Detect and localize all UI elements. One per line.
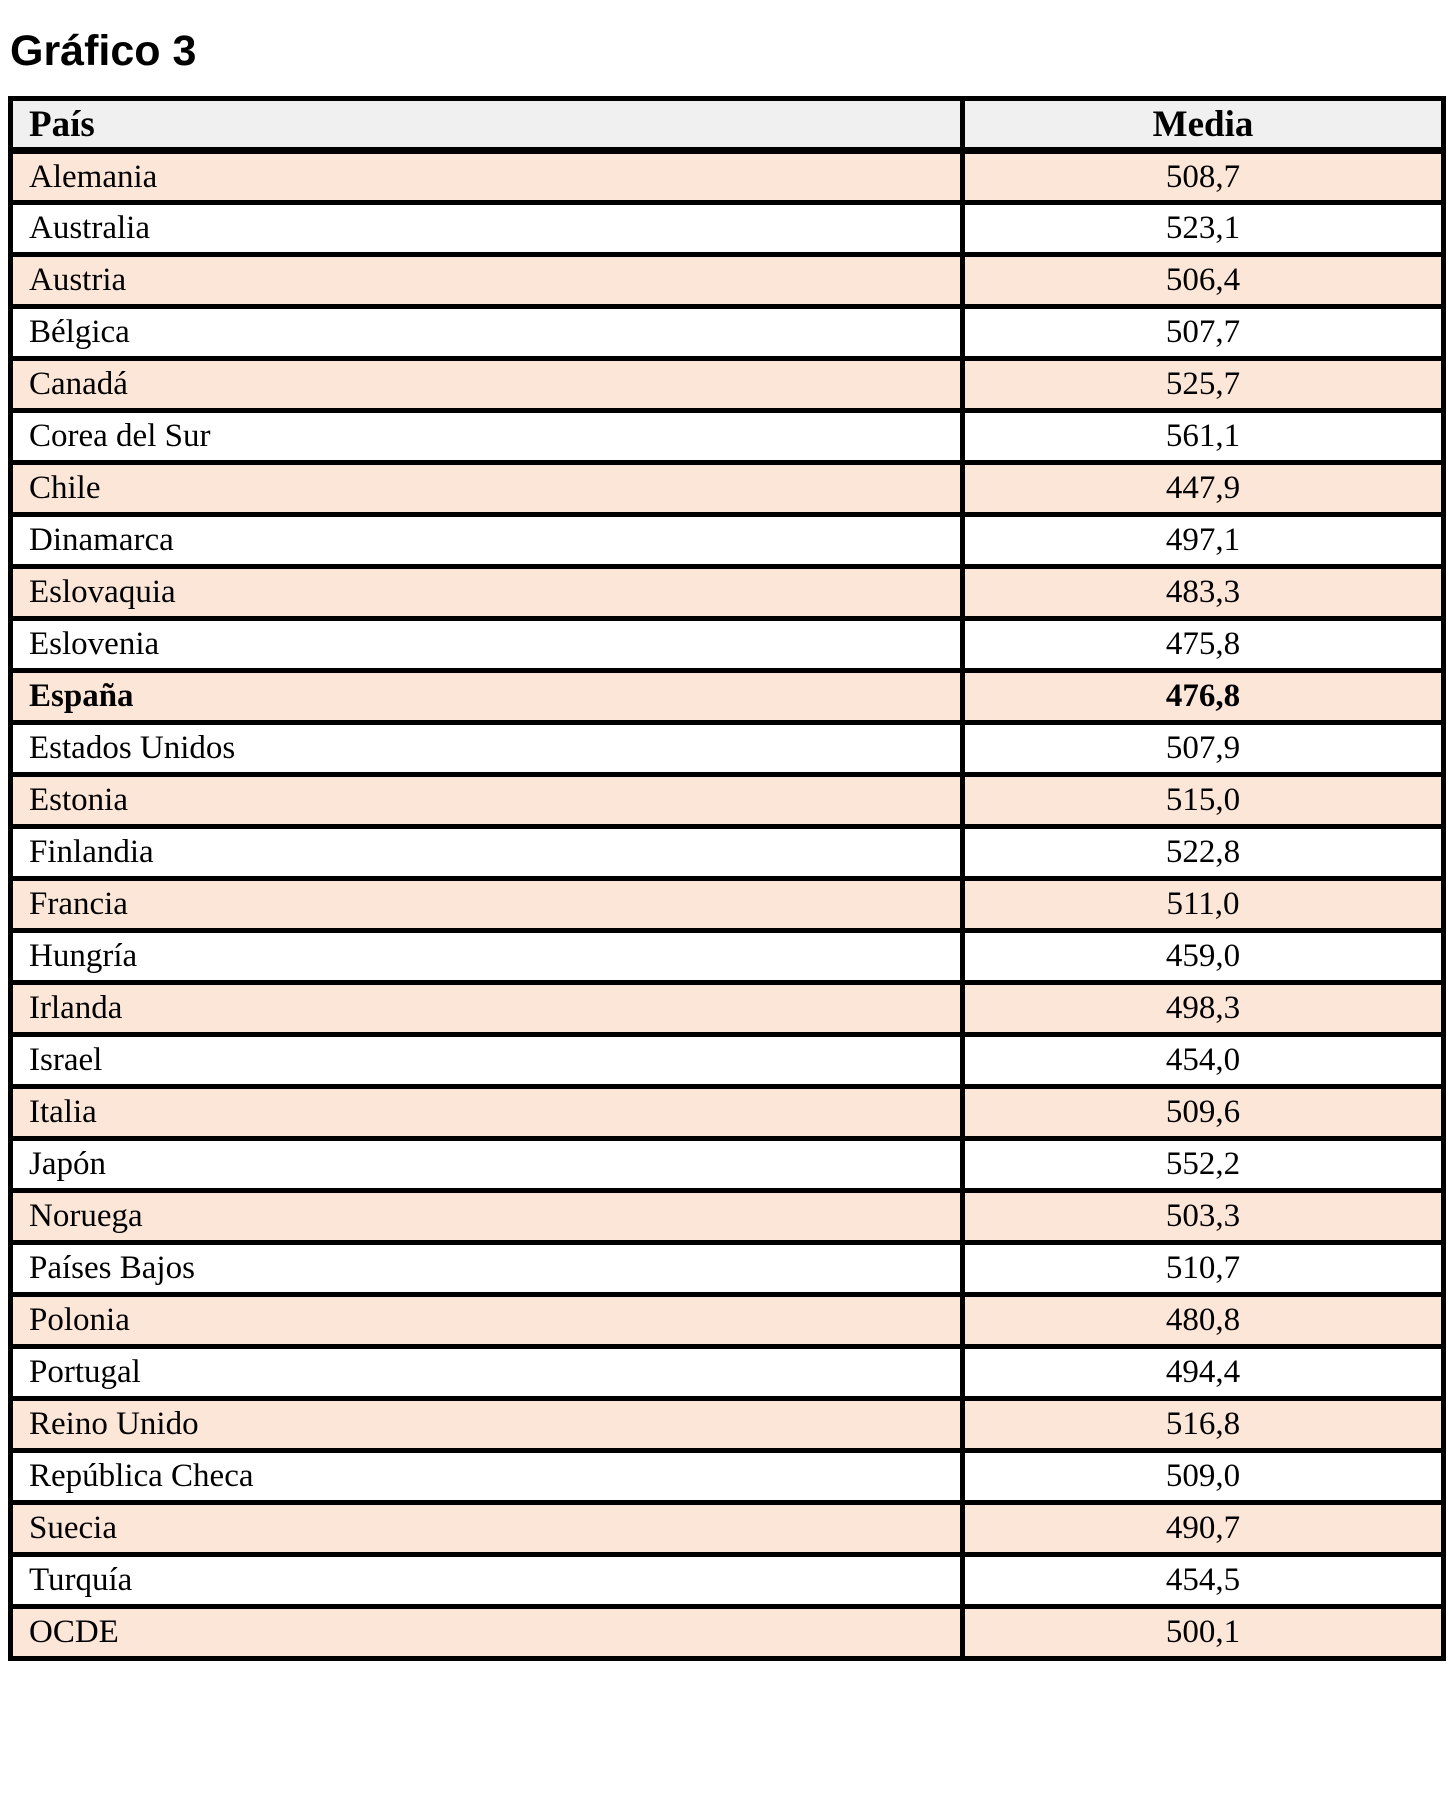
table-row bbox=[11, 1503, 1444, 1555]
country-cell: Estonia bbox=[11, 775, 963, 827]
country-cell: Bélgica bbox=[11, 307, 963, 359]
table-row bbox=[11, 463, 1444, 515]
table-row bbox=[11, 671, 1444, 723]
table-header bbox=[11, 99, 1444, 151]
media-value-cell: 475,8 bbox=[963, 619, 1444, 671]
header-row bbox=[11, 99, 1444, 151]
table-body bbox=[11, 151, 1444, 1659]
media-value-cell: 494,4 bbox=[963, 1347, 1444, 1399]
media-value-cell: 507,7 bbox=[963, 307, 1444, 359]
media-value-cell: 525,7 bbox=[963, 359, 1444, 411]
table-row bbox=[11, 1399, 1444, 1451]
table-row bbox=[11, 359, 1444, 411]
media-value-cell: 447,9 bbox=[963, 463, 1444, 515]
media-value-cell: 454,5 bbox=[963, 1555, 1444, 1607]
country-cell: Italia bbox=[11, 1087, 963, 1139]
media-value-cell: 561,1 bbox=[963, 411, 1444, 463]
country-cell: Estados Unidos bbox=[11, 723, 963, 775]
media-value-cell: 511,0 bbox=[963, 879, 1444, 931]
media-value-cell: 522,8 bbox=[963, 827, 1444, 879]
data-table bbox=[8, 96, 1446, 1661]
table-row bbox=[11, 1243, 1444, 1295]
col-header-pais: País bbox=[11, 99, 963, 151]
table-row bbox=[11, 723, 1444, 775]
country-cell: Finlandia bbox=[11, 827, 963, 879]
media-value-cell: 509,6 bbox=[963, 1087, 1444, 1139]
table-row bbox=[11, 1451, 1444, 1503]
media-value-cell: 498,3 bbox=[963, 983, 1444, 1035]
country-cell: Eslovaquia bbox=[11, 567, 963, 619]
media-value-cell: 490,7 bbox=[963, 1503, 1444, 1555]
media-value-cell: 483,3 bbox=[963, 567, 1444, 619]
media-value-cell: 552,2 bbox=[963, 1139, 1444, 1191]
col-header-media: Media bbox=[963, 99, 1444, 151]
media-value-cell: 497,1 bbox=[963, 515, 1444, 567]
media-value-cell: 523,1 bbox=[963, 203, 1444, 255]
table-row bbox=[11, 1607, 1444, 1659]
country-cell: Corea del Sur bbox=[11, 411, 963, 463]
media-value-cell: 506,4 bbox=[963, 255, 1444, 307]
table-row bbox=[11, 983, 1444, 1035]
media-value-cell: 509,0 bbox=[963, 1451, 1444, 1503]
table-row bbox=[11, 931, 1444, 983]
country-cell: Israel bbox=[11, 1035, 963, 1087]
media-value-cell: 454,0 bbox=[963, 1035, 1444, 1087]
table-row bbox=[11, 619, 1444, 671]
media-value-cell: 516,8 bbox=[963, 1399, 1444, 1451]
table-row bbox=[11, 203, 1444, 255]
table-row bbox=[11, 827, 1444, 879]
table-row bbox=[11, 775, 1444, 827]
table-row bbox=[11, 1347, 1444, 1399]
media-value-cell: 476,8 bbox=[963, 671, 1444, 723]
country-cell: Austria bbox=[11, 255, 963, 307]
table-row bbox=[11, 151, 1444, 203]
table-row bbox=[11, 411, 1444, 463]
table-row bbox=[11, 1087, 1444, 1139]
page-title: Gráfico 3 bbox=[10, 27, 197, 75]
media-value-cell: 510,7 bbox=[963, 1243, 1444, 1295]
media-value-cell: 459,0 bbox=[963, 931, 1444, 983]
country-cell: Turquía bbox=[11, 1555, 963, 1607]
table-row bbox=[11, 1555, 1444, 1607]
table-row bbox=[11, 879, 1444, 931]
country-cell: Eslovenia bbox=[11, 619, 963, 671]
media-value-cell: 480,8 bbox=[963, 1295, 1444, 1347]
country-cell: Alemania bbox=[11, 151, 963, 203]
country-cell: OCDE bbox=[11, 1607, 963, 1659]
country-cell: Australia bbox=[11, 203, 963, 255]
table-row bbox=[11, 255, 1444, 307]
country-cell: Japón bbox=[11, 1139, 963, 1191]
country-cell: Suecia bbox=[11, 1503, 963, 1555]
country-cell: República Checa bbox=[11, 1451, 963, 1503]
country-cell: España bbox=[11, 671, 963, 723]
country-cell: Países Bajos bbox=[11, 1243, 963, 1295]
table-row bbox=[11, 1139, 1444, 1191]
media-value-cell: 507,9 bbox=[963, 723, 1444, 775]
country-cell: Hungría bbox=[11, 931, 963, 983]
media-value-cell: 500,1 bbox=[963, 1607, 1444, 1659]
country-cell: Irlanda bbox=[11, 983, 963, 1035]
country-cell: Noruega bbox=[11, 1191, 963, 1243]
country-cell: Dinamarca bbox=[11, 515, 963, 567]
media-value-cell: 515,0 bbox=[963, 775, 1444, 827]
table-row bbox=[11, 1295, 1444, 1347]
table-row bbox=[11, 515, 1444, 567]
country-cell: Chile bbox=[11, 463, 963, 515]
table-row bbox=[11, 567, 1444, 619]
country-cell: Canadá bbox=[11, 359, 963, 411]
media-value-cell: 503,3 bbox=[963, 1191, 1444, 1243]
table-row bbox=[11, 1035, 1444, 1087]
country-cell: Francia bbox=[11, 879, 963, 931]
country-cell: Polonia bbox=[11, 1295, 963, 1347]
country-cell: Reino Unido bbox=[11, 1399, 963, 1451]
country-cell: Portugal bbox=[11, 1347, 963, 1399]
media-value-cell: 508,7 bbox=[963, 151, 1444, 203]
table-row bbox=[11, 1191, 1444, 1243]
table-row bbox=[11, 307, 1444, 359]
